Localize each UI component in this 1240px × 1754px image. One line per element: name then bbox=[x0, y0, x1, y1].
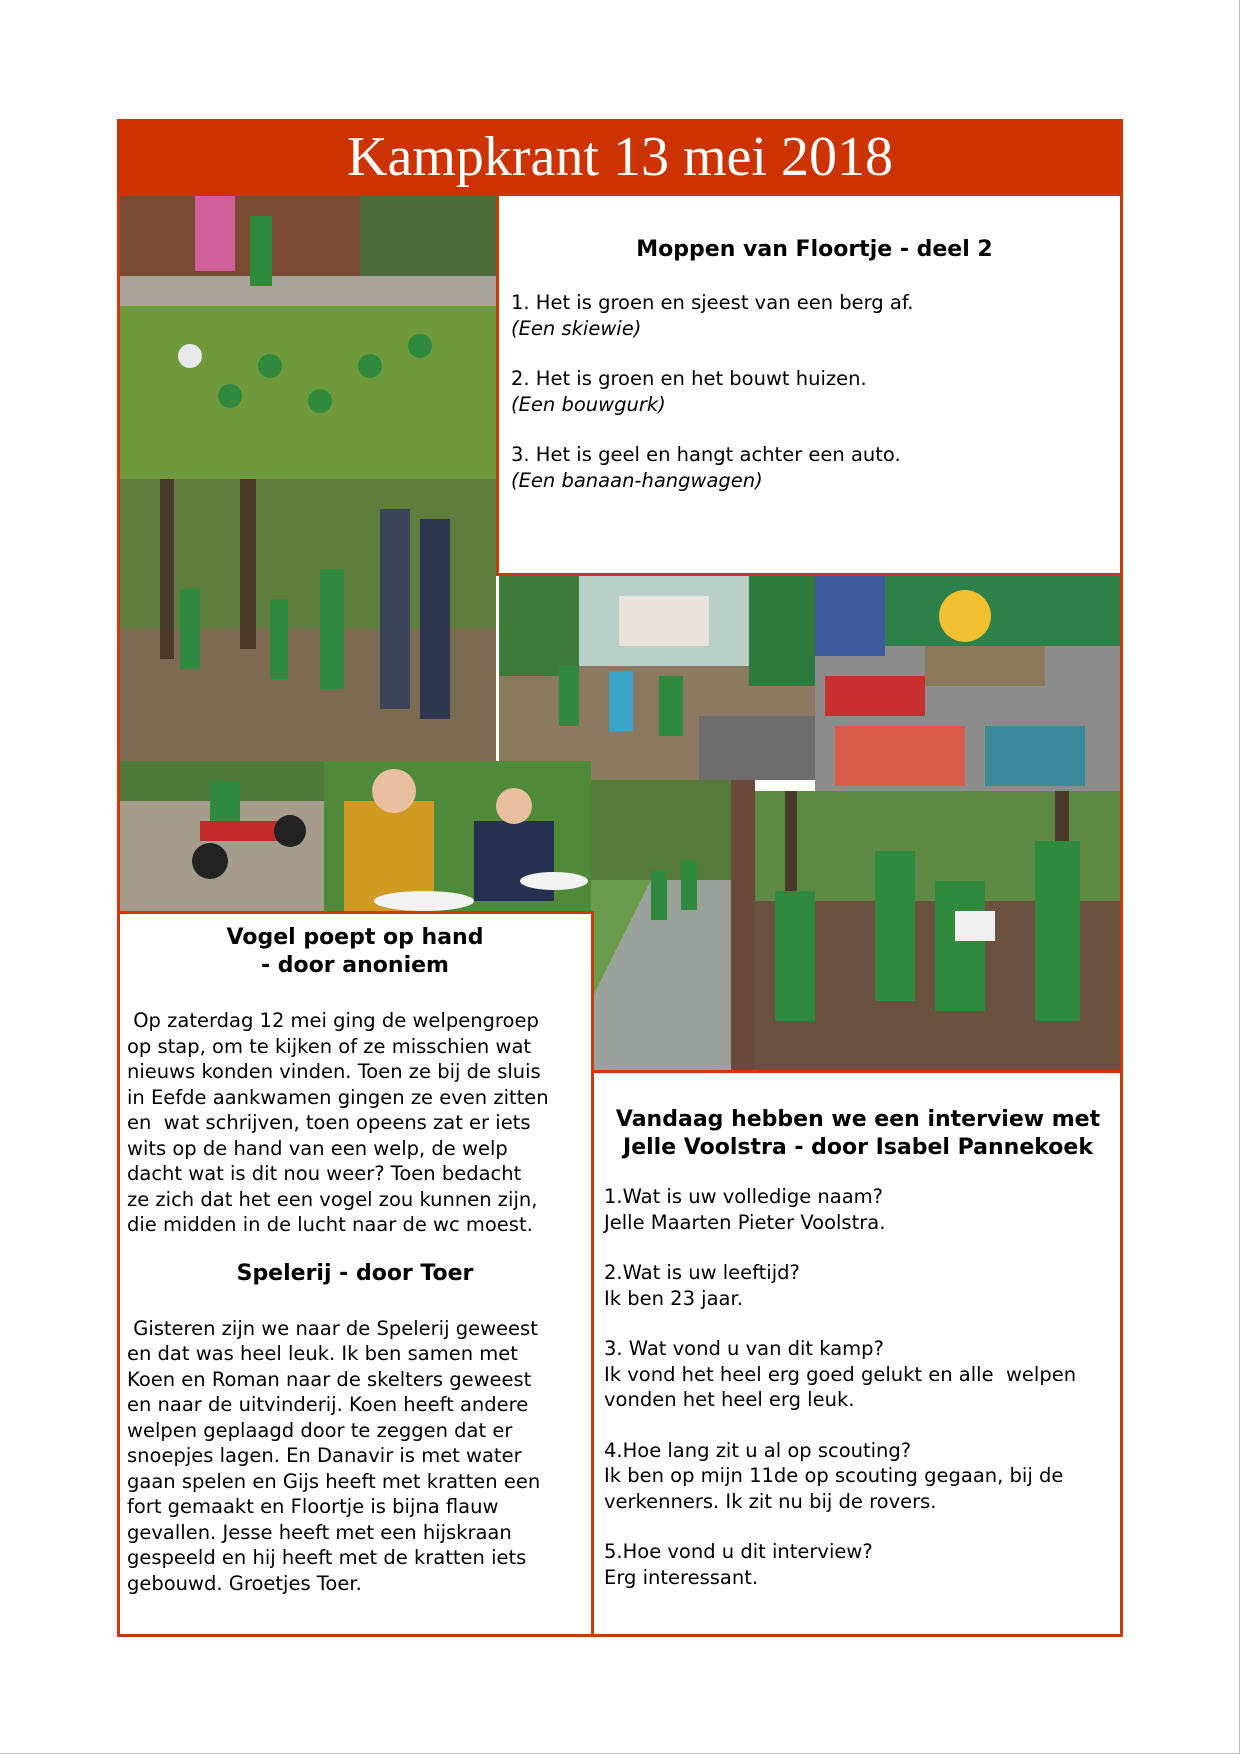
text-line: welpen geplaagd door te zeggen dat er bbox=[127, 1418, 513, 1442]
joke-item bbox=[511, 442, 1108, 493]
interview-question: 4.Hoe lang zit u al op scouting? bbox=[604, 1438, 912, 1462]
interview-question: 5.Hoe vond u dit interview? bbox=[604, 1540, 873, 1563]
photo-sleeping-room bbox=[815, 576, 1120, 791]
bird-article-body bbox=[127, 1008, 583, 1238]
photo-circle-on-grass bbox=[120, 196, 496, 479]
articles-left-section bbox=[117, 911, 594, 1637]
text-line: Koen en Roman naar de skelters geweest bbox=[127, 1367, 532, 1391]
text-line: ze zich dat het een vogel zou kunnen zijn, bbox=[127, 1187, 538, 1211]
text-line: in Eefde aankwamen gingen ze even zitten bbox=[127, 1085, 549, 1109]
jokes-section bbox=[496, 193, 1123, 576]
text-line: en dat was heel leuk. Ik ben samen met bbox=[127, 1342, 518, 1365]
interview-answer: vonden het heel erg leuk. bbox=[604, 1388, 855, 1411]
text-line: wits op de hand van een welp, de welp bbox=[127, 1136, 508, 1160]
spelerij-heading: Spelerij - door Toer bbox=[236, 1260, 474, 1286]
joke-question: 2. Het is groen en het bouwt huizen. bbox=[511, 367, 867, 390]
bird-heading-line1: Vogel poept op hand bbox=[226, 925, 484, 950]
joke-item bbox=[511, 290, 1108, 341]
interview-answer: verkenners. Ik zit nu bij de rovers. bbox=[604, 1489, 937, 1513]
jokes-heading: Moppen van Floortje - deel 2 bbox=[636, 237, 993, 262]
text-line: die midden in de lucht naar de wc moest. bbox=[127, 1213, 533, 1236]
joke-question: 1. Het is groen en sjeest van een berg af. bbox=[511, 291, 914, 314]
interview-answer: Ik ben op mijn 11de op scouting gegaan, bij de bbox=[604, 1464, 1064, 1487]
text-line: gaan spelen en Gijs heeft met kratten een bbox=[127, 1469, 541, 1493]
joke-item bbox=[511, 366, 1108, 417]
spelerij-article-body bbox=[127, 1316, 583, 1597]
text-line: dacht wat is dit nou weer? Toen bedacht bbox=[127, 1162, 522, 1185]
interview-answer: Ik ben 23 jaar. bbox=[604, 1286, 743, 1310]
interview-qa bbox=[604, 1438, 1112, 1515]
photo-eating-pasta bbox=[324, 761, 591, 911]
interview-heading bbox=[604, 1106, 1112, 1162]
interview-section bbox=[591, 1070, 1123, 1637]
photo-go-kart bbox=[120, 761, 324, 911]
text-line: nieuws konden vinden. Toen ze bij de sluis bbox=[127, 1060, 541, 1083]
interview-question: 2.Wat is uw leeftijd? bbox=[604, 1261, 800, 1284]
text-line: Gisteren zijn we naar de Spelerij geweest bbox=[127, 1316, 538, 1340]
interview-question: 3. Wat vond u van dit kamp? bbox=[604, 1337, 884, 1360]
joke-answer: (Een banaan-hangwagen) bbox=[511, 468, 763, 492]
interview-qa bbox=[604, 1539, 1112, 1590]
interview-qa bbox=[604, 1260, 1112, 1311]
interview-answer: Erg interessant. bbox=[604, 1565, 759, 1589]
text-line: snoepjes lagen. En Danavir is met water bbox=[127, 1444, 522, 1467]
bird-heading-line2: - door anoniem bbox=[261, 953, 449, 978]
newsletter-title: Kampkrant 13 mei 2018 bbox=[117, 119, 1123, 196]
text-line: fort gemaakt en Floortje is bijna flauw bbox=[127, 1495, 499, 1518]
interview-answer: Jelle Maarten Pieter Voolstra. bbox=[604, 1210, 886, 1234]
photo-forest-group bbox=[755, 791, 1120, 1070]
text-line: gevallen. Jesse heeft met een hijskraan bbox=[127, 1520, 512, 1544]
text-line: gespeeld en hij heeft met de kratten iets bbox=[127, 1546, 527, 1569]
photo-path-walk bbox=[591, 780, 755, 1070]
text-line: gebouwd. Groetjes Toer. bbox=[127, 1571, 362, 1595]
bird-article-heading bbox=[127, 924, 583, 980]
photo-forest-line bbox=[120, 479, 496, 761]
interview-answer: Ik vond het heel erg goed gelukt en alle welpen bbox=[604, 1362, 1077, 1386]
interview-heading-line1: Vandaag hebben we een interview met bbox=[615, 1107, 1101, 1132]
text-line: op stap, om te kijken of ze misschien wat bbox=[127, 1034, 532, 1058]
joke-answer: (Een bouwgurk) bbox=[511, 392, 666, 416]
interview-heading-line2: Jelle Voolstra - door Isabel Pannekoek bbox=[623, 1135, 1093, 1160]
joke-question: 3. Het is geel en hangt achter een auto. bbox=[511, 443, 901, 466]
text-line: Op zaterdag 12 mei ging de welpengroep bbox=[127, 1009, 539, 1032]
text-line: en wat schrijven, toen opeens zat er iets bbox=[127, 1111, 531, 1134]
joke-answer: (Een skiewie) bbox=[511, 316, 642, 340]
interview-qa bbox=[604, 1184, 1112, 1235]
text-line: en naar de uitvinderij. Koen heeft andere bbox=[127, 1393, 529, 1416]
interview-question: 1.Wat is uw volledige naam? bbox=[604, 1185, 883, 1208]
photo-craft-room bbox=[499, 576, 815, 780]
interview-qa bbox=[604, 1336, 1112, 1413]
